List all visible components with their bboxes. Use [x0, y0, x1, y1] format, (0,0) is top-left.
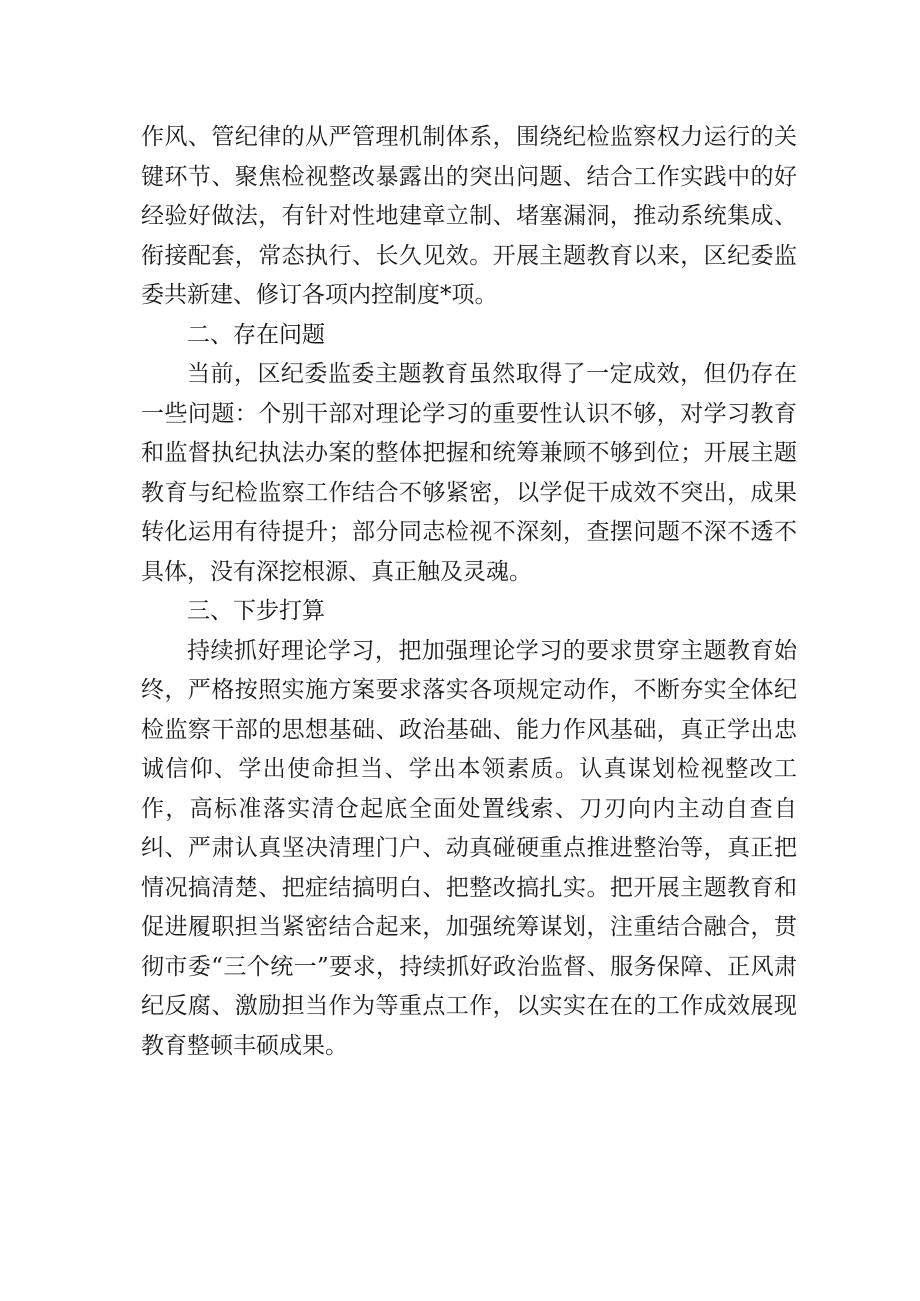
section-heading-existing-problems: 二、存在问题 — [187, 321, 325, 348]
continued-paragraph: 作风、管纪律的从严管理机制体系，围绕纪检监察权力运行的关键环节、聚焦检视整改暴露出的突出问题、结合工作实践中的好经验好做法，有针对性地建章立制、堵塞漏洞，推动系统集成、衔接配套，常态执行、长久见效。开展主题教育以来，区纪委监委共新建、修订各项内控制度*项。 — [141, 124, 797, 308]
next-steps-paragraph: 持续抓好理论学习，把加强理论学习的要求贯穿主题教育始终，严格按照实施方案要求落实各项规定动作，不断夯实全体纪检监察干部的思想基础、政治基础、能力作风基础，真正学出忠诚信仰、学出使命担当、学出本领素质。认真谋划检视整改工作，高标准落实清仓起底全面处置线索、刀刃向内主动自查自纠、严肃认真坚决清理门户、动真碰硬重点推进整治等，真正把情况搞清楚、把症结搞明白、把整改搞扎实。把开展主题教育和促进履职担当紧密结合起来，加强统筹谋划，注重结合融合，贯彻市委“三个统一”要求，持续抓好政治监督、服务保障、正风肃纪反腐、激励担当作为等重点工作，以实实在在的工作成效展现教育整顿丰硕成果。 — [141, 637, 797, 1059]
existing-problems-paragraph: 当前，区纪委监委主题教育虽然取得了一定成效，但仍存在一些问题：个别干部对理论学习的重要性认识不够，对学习教育和监督执纪执法办案的整体把握和统筹兼顾不够到位；开展主题教育与纪检监察工作结合不够紧密，以学促干成效不突出，成果转化运用有待提升；部分同志检视不深刻，查摆问题不深不透不具体，没有深挖根源、真正触及灵魂。 — [141, 361, 797, 585]
document-body — [141, 118, 797, 1066]
section-heading-next-steps: 三、下步打算 — [187, 598, 325, 624]
